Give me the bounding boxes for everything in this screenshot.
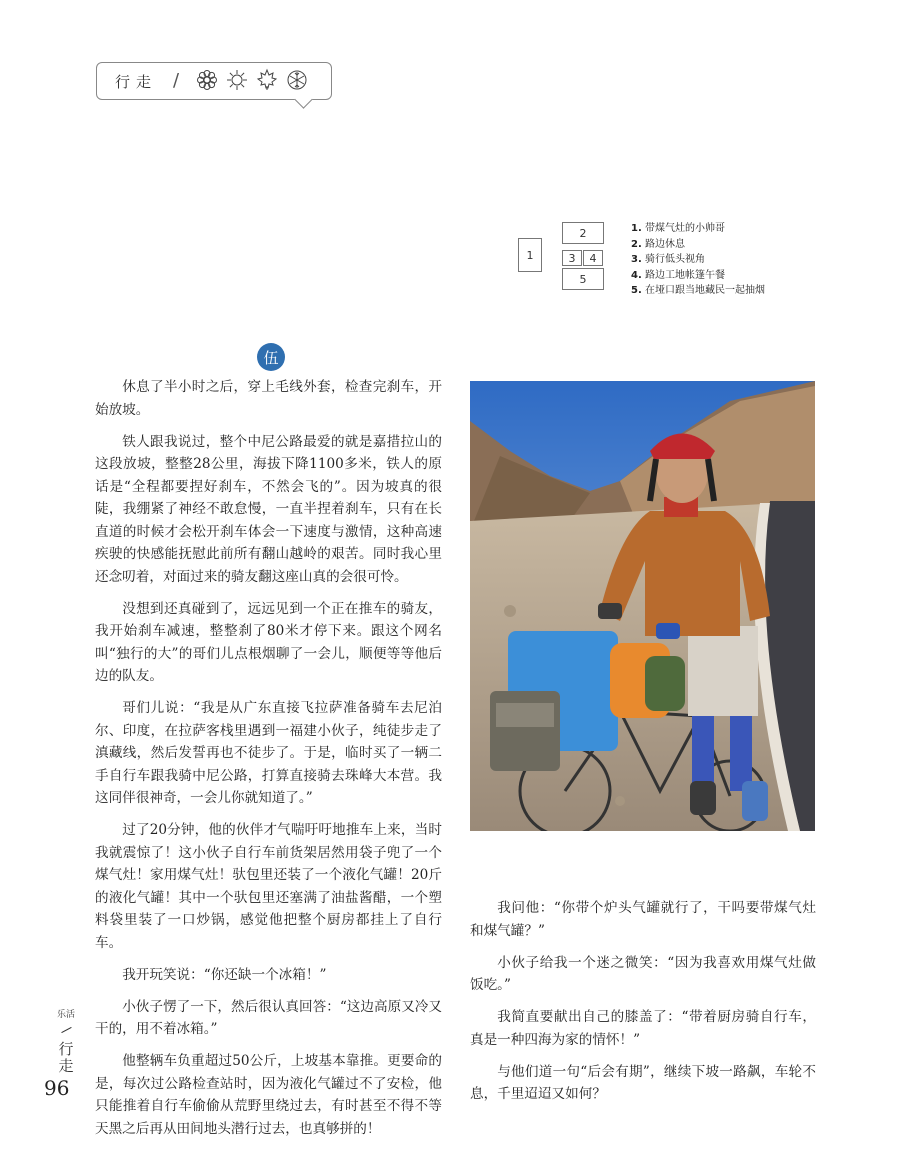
caption-item: 1. 带煤气灶的小帅哥	[631, 223, 725, 234]
paragraph: 铁人跟我说过，整个中尼公路最爱的就是嘉措拉山的这段放坡，整整28公里，海拔下降1100多米，铁人的原话是“全程都要捏好刹车，不然会飞的”。因为坡真的很陡，我绷紧了神经不敢怠慢，一直半捏着刹车，只有在长直道的时候才会松开刹车体会一下速度与激情，这种高速疾驶的快感能抚慰此前所有翻山越岭的艰苦。同时我心里还念叨着，对面过来的骑友翻这座山真的会很可怜。	[95, 433, 442, 585]
paragraph: 没想到还真碰到了，远远见到一个正在推车的骑友，我开始刹车减速，整整刹了80米才停下来。跟这个网名叫“独行的大”的哥们儿点根烟聊了一会儿，顺便等等他后边的队友。	[95, 600, 442, 684]
cyclist-photo	[470, 381, 815, 831]
photo-layout-diagram	[518, 222, 604, 288]
paragraph: 我简直要献出自己的膝盖了：“带着厨房骑自行车，真是一种四海为家的情怀！”	[470, 1009, 816, 1048]
caption-item: 2. 路边休息	[631, 238, 685, 250]
paragraph: 他整辆车负重超过50公斤，上坡基本靠推。更要命的是，每次过公路检查站时，因为液化气罐过不了安检，他只能推着自行车偷偷从荒野里绕过去，有时甚至不得不等天黑之后再从田间地头潜行过去，也真够拼的！	[95, 1053, 442, 1137]
snowflake-icon	[285, 68, 309, 92]
photo-caption-list	[631, 221, 765, 299]
paragraph: 与他们道一句“后会有期”，继续下坡一路飙，车轮不息，千里迢迢又如何？	[470, 1063, 816, 1102]
season-icons	[195, 68, 309, 92]
maple-leaf-icon	[255, 68, 279, 92]
layout-box-1: 1	[518, 238, 542, 272]
paragraph: 休息了半小时之后，穿上毛线外套，检查完刹车，开始放坡。	[95, 379, 442, 418]
magazine-brand: 乐活	[56, 1010, 75, 1020]
running-section-label	[56, 1010, 76, 1075]
layout-box-2: 2	[562, 222, 604, 244]
caption-item: 5. 在垭口跟当地藏民一起抽烟	[631, 285, 765, 297]
article-right-column	[470, 897, 816, 1106]
footer-slash: /	[59, 1023, 73, 1038]
paragraph: 我开玩笑说：“你还缺一个冰箱！”	[122, 966, 327, 983]
section-header-tab	[96, 62, 332, 100]
caption-item: 3. 骑行低头视角	[631, 254, 705, 266]
header-slash: /	[173, 70, 180, 91]
paragraph: 我问他：“你带个炉头气罐就行了，干吗要带煤气灶和煤气罐？”	[470, 900, 816, 939]
layout-box-3: 3	[562, 250, 582, 266]
paragraph: 小伙子给我一个迷之微笑：“因为我喜欢用煤气灶做饭吃。”	[470, 954, 816, 993]
section-label: 行走	[115, 73, 158, 91]
flower-icon	[195, 68, 219, 92]
paragraph: 过了20分钟，他的伙伴才气喘吁吁地推车上来，当时我就震惊了！这小伙子自行车前货架居然用袋子兜了一个煤气灶！家用煤气灶！驮包里还装了一个液化气罐！20斤的液化气罐！其中一个驮包里还塞满了油盐酱醋，一个塑料袋里装了一口炒锅，感觉他把整个厨房都挂上了自行车。	[95, 822, 442, 951]
page-number: 96	[44, 1076, 70, 1100]
article-left-column	[95, 376, 442, 1140]
footer-section: 行走	[58, 1040, 74, 1075]
paragraph: 小伙子愣了一下，然后很认真回答：“这边高原又冷又干的，用不着冰箱。”	[95, 998, 442, 1037]
section-number-badge: 伍	[257, 343, 285, 371]
paragraph: 哥们儿说：“我是从广东直接飞拉萨准备骑车去尼泊尔、印度，在拉萨客栈里遇到一福建小伙子，纯徒步走了滇藏线，然后发誓再也不徒步了。于是，临时买了一辆二手自行车跟我骑中尼公路，打算直接骑去珠峰大本营。我这同伴很神奇，一会儿你就知道了。”	[95, 700, 442, 806]
caption-item: 4. 路边工地帐篷午餐	[631, 269, 725, 281]
layout-box-4: 4	[583, 250, 603, 266]
layout-box-5: 5	[562, 268, 604, 290]
sun-icon	[225, 68, 249, 92]
